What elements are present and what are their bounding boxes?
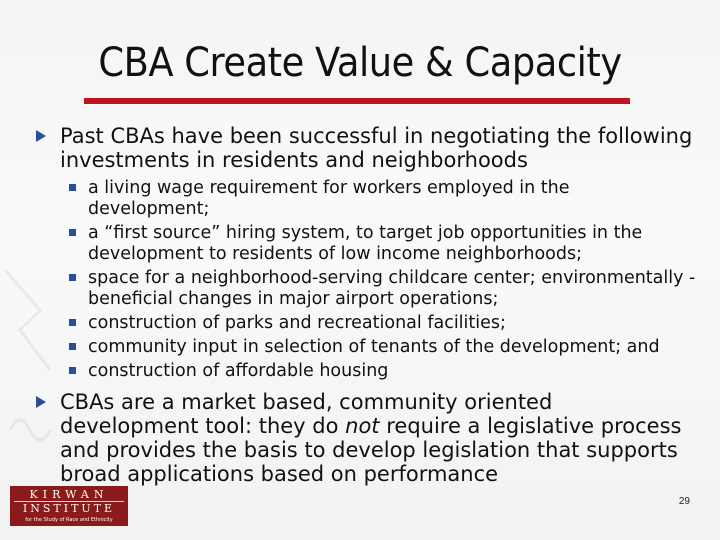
slide-content xyxy=(36,124,696,486)
square-bullet-icon xyxy=(69,184,76,191)
square-bullet-icon xyxy=(69,229,76,236)
list-item: a “first source” hiring system, to target job opportunities in the development to residents of low income neighborhoods; xyxy=(66,223,696,265)
bullet-2-emphasis: not xyxy=(345,414,380,438)
page-number: 29 xyxy=(678,496,690,507)
square-bullet-icon xyxy=(69,319,76,326)
logo-line-2: INSTITUTE xyxy=(22,502,116,515)
list-item: construction of affordable housing xyxy=(66,361,696,382)
square-bullet-icon xyxy=(69,274,76,281)
list-item: space for a neighborhood-serving childcare center; environmentally -beneficial changes in major airport operations; xyxy=(66,268,696,310)
bullet-1-text: Past CBAs have been successful in negotiating the following investments in residents and neighborhoods xyxy=(60,124,693,172)
arrow-bullet-icon xyxy=(36,130,46,142)
bullet-2-text-before: CBAs are a market based, community oriented development tool: they do xyxy=(60,390,553,438)
bullet-2 xyxy=(36,390,696,486)
square-bullet-icon xyxy=(69,367,76,374)
kirwan-institute-logo xyxy=(10,486,128,526)
bullet-1 xyxy=(36,124,696,172)
title-underline xyxy=(84,98,630,104)
square-bullet-icon xyxy=(69,343,76,350)
list-item: construction of parks and recreational facilities; xyxy=(66,313,696,334)
bullet-2-text-after: require a legislative process and provides the basis to develop legislation that supports broad applications based on performance xyxy=(60,414,682,486)
sub-bullet-list xyxy=(66,178,696,382)
logo-line-1: KIRWAN xyxy=(29,488,109,501)
logo-line-3: for the Study of Race and Ethnicity xyxy=(25,517,113,523)
list-item: a living wage requirement for workers employed in the development; xyxy=(66,178,696,220)
list-item: community input in selection of tenants of the development; and xyxy=(66,337,696,358)
arrow-bullet-icon xyxy=(36,396,46,408)
slide-title: CBA Create Value & Capacity xyxy=(98,40,622,86)
